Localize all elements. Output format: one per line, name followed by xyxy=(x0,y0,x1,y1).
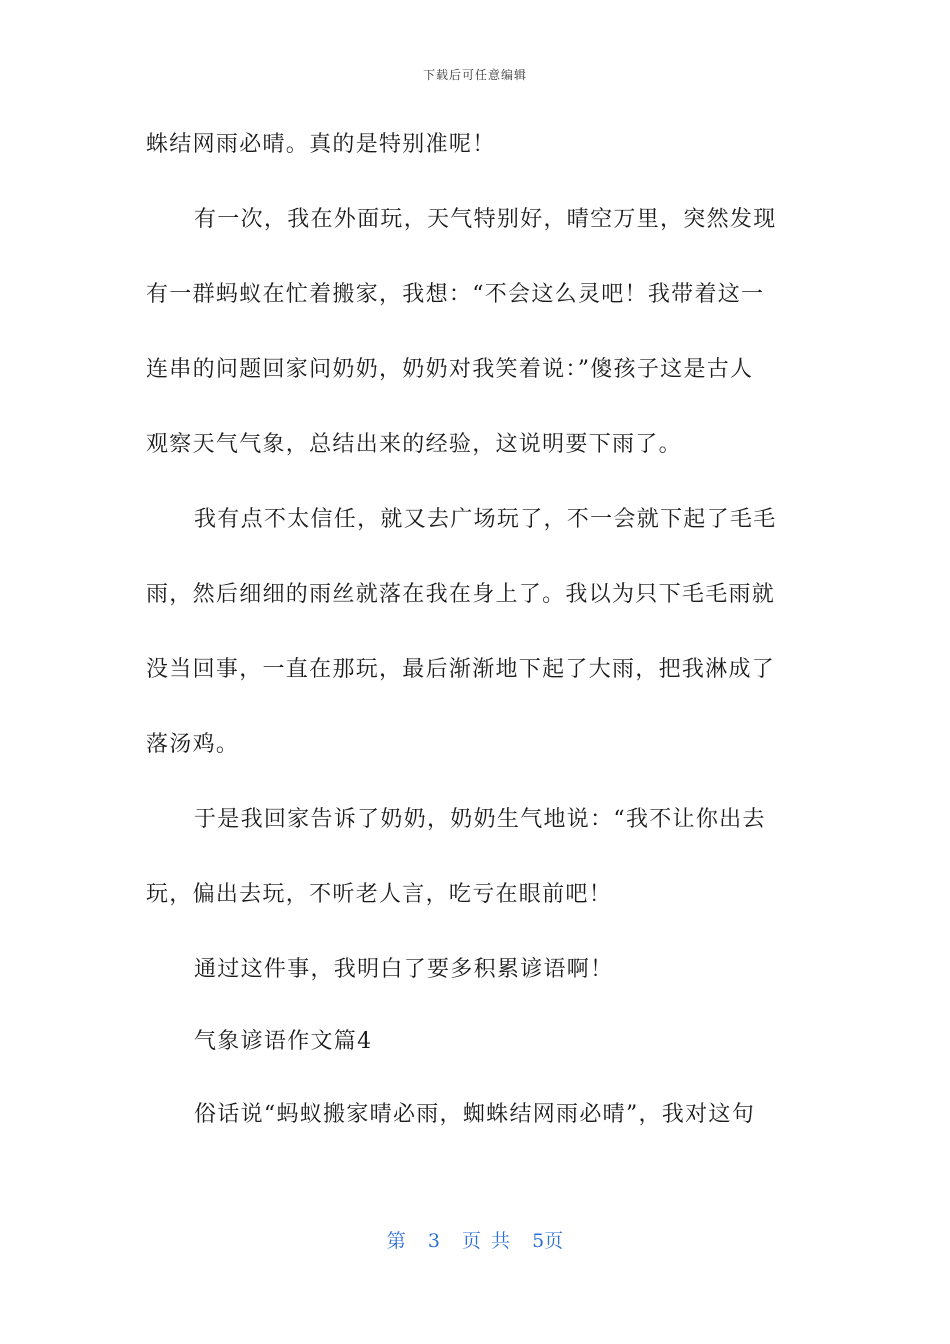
text-line-5: 观察天气气象，总结出来的经验，这说明要下雨了。 xyxy=(146,432,682,457)
text-line-10: 于是我回家告诉了奶奶，奶奶生气地说：“我不让你出去 xyxy=(194,807,766,832)
text-line-11: 玩，偏出去玩，不听老人言，吃亏在眼前吧！ xyxy=(146,882,613,907)
text-line-2: 有一次，我在外面玩，天气特别好，晴空万里，突然发现 xyxy=(194,207,777,232)
page-footer xyxy=(0,1226,950,1253)
text-line-7: 雨，然后细细的雨丝就落在我在身上了。我以为只下毛毛雨就 xyxy=(146,582,776,607)
footer-middle: 页 共 xyxy=(462,1230,511,1252)
section-heading: 气象谚语作文篇4 xyxy=(194,1029,373,1054)
text-line-12: 通过这件事，我明白了要多积累谚语啊！ xyxy=(194,957,614,982)
footer-page-number: 3 xyxy=(427,1230,440,1252)
text-line-1: 蛛结网雨必晴。真的是特别准呢！ xyxy=(146,132,496,157)
text-line-4: 连串的问题回家问奶奶，奶奶对我笑着说：”傻孩子这是古人 xyxy=(146,357,754,382)
text-line-13: 俗话说“蚂蚁搬家晴必雨，蜘蛛结网雨必晴”，我对这句 xyxy=(194,1102,755,1127)
footer-prefix: 第 xyxy=(386,1230,406,1252)
footer-total: 5页 xyxy=(532,1230,564,1252)
text-line-3: 有一群蚂蚁在忙着搬家，我想：“不会这么灵吧！我带着这一 xyxy=(146,282,765,307)
page-header: 下载后可任意编辑 xyxy=(422,68,527,82)
text-line-9: 落汤鸡。 xyxy=(146,732,240,757)
text-line-8: 没当回事，一直在那玩，最后渐渐地下起了大雨，把我淋成了 xyxy=(146,657,776,682)
text-line-6: 我有点不太信任，就又去广场玩了，不一会就下起了毛毛 xyxy=(194,507,777,532)
